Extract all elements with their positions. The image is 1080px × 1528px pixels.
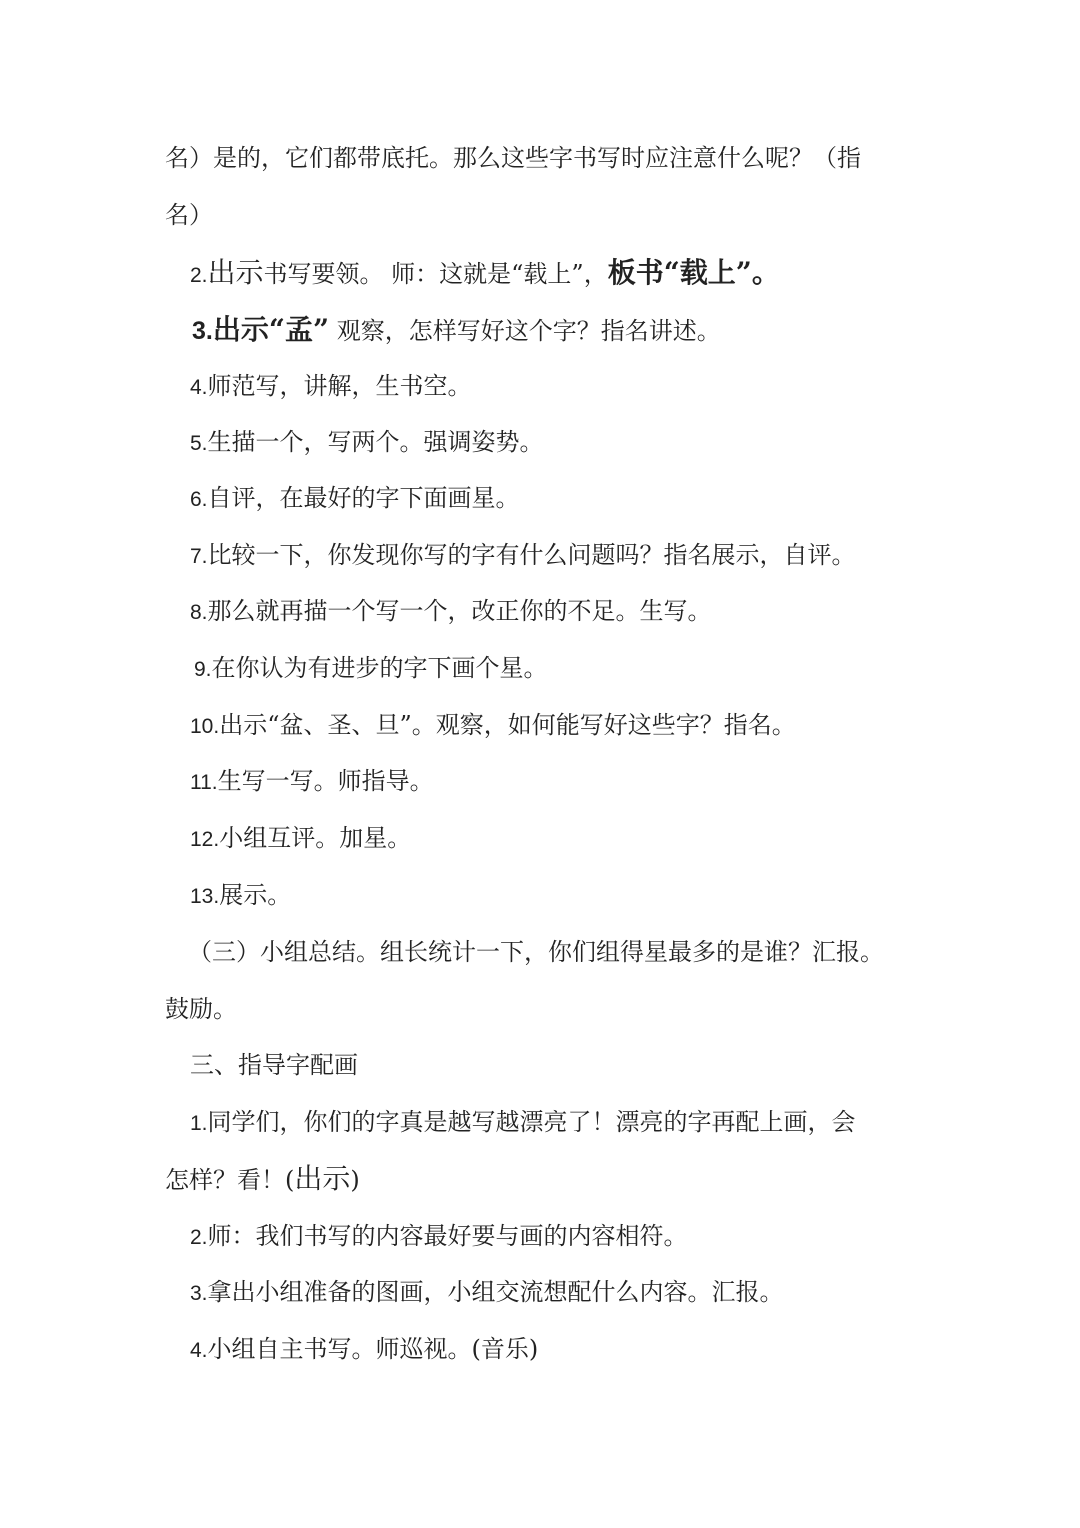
line-text: 同学们，你们的字真是越写越漂亮了！漂亮的字再配上画，会 — [207, 1108, 856, 1136]
text-line — [165, 141, 861, 175]
step-number: 11. — [190, 771, 218, 794]
step-line — [190, 878, 291, 914]
step-number: 13. — [190, 885, 220, 908]
line-text: 小组自主书写。师巡视。(音乐) — [207, 1335, 539, 1363]
step-number: 12. — [190, 828, 220, 851]
line-text: 拿出小组准备的图画，小组交流想配什么内容。汇报。 — [207, 1278, 784, 1306]
step-number: 4. — [190, 376, 208, 399]
line-text: 在你认为有进步的字下画个星。 — [211, 654, 548, 682]
text-line — [165, 198, 213, 232]
step-line — [190, 425, 544, 461]
line-text: 怎样？看！( — [165, 1166, 295, 1194]
line-text: 师：我们书写的内容最好要与画的内容相符。 — [207, 1222, 688, 1250]
step-number: 8. — [190, 601, 208, 624]
step-line — [190, 764, 434, 800]
step-line — [194, 651, 548, 687]
step-line — [190, 538, 856, 574]
line-text: 观察，怎样写好这个字？指名讲述。 — [329, 317, 721, 345]
step-line — [190, 821, 411, 857]
line-text: 名）是的，它们都带底托。那么这些字书写时应注意什么呢？（指 — [165, 144, 861, 172]
line-text: 鼓励。 — [165, 995, 237, 1023]
text-line — [188, 935, 884, 969]
step-3-line — [192, 313, 721, 348]
step-line — [190, 1105, 856, 1141]
step-number: 10. — [190, 715, 220, 738]
step-number: 3. — [192, 317, 213, 345]
line-text: 生描一个，写两个。强调姿势。 — [207, 428, 544, 456]
step-number: 1. — [190, 1112, 208, 1135]
emphasis-text: 出示 — [294, 1162, 351, 1195]
step-number: 7. — [190, 545, 208, 568]
emphasis-text: 出示 — [207, 256, 264, 289]
text-line — [165, 992, 237, 1026]
step-number: 5. — [190, 432, 208, 455]
step-number: 9. — [194, 658, 212, 681]
emphasis-text: 板书“载上”。 — [607, 256, 780, 289]
line-text: （三）小组总结。组长统计一下，你们组得星最多的是谁？汇报。 — [188, 938, 884, 966]
heading-text: 三、指导字配画 — [190, 1051, 358, 1079]
line-text: 书写要领。 师：这就是“载上”， — [263, 260, 608, 288]
line-text: ) — [350, 1166, 360, 1194]
step-number: 6. — [190, 488, 208, 511]
step-2-line — [190, 256, 780, 293]
text-line — [165, 1162, 360, 1197]
emphasis-text: 出示“孟” — [212, 313, 330, 346]
line-text: 出示“盆、圣、旦”。观察，如何能写好这些字？指名。 — [219, 711, 796, 739]
step-number: 2. — [190, 1226, 208, 1249]
line-text: 生写一写。师指导。 — [217, 767, 434, 795]
step-line — [190, 369, 472, 405]
line-text: 师范写，讲解，生书空。 — [207, 372, 472, 400]
line-text: 展示。 — [219, 881, 292, 909]
step-number: 2. — [190, 264, 208, 287]
step-line — [190, 708, 796, 744]
step-number: 4. — [190, 1339, 208, 1362]
step-line — [190, 1219, 688, 1255]
step-line — [190, 594, 712, 630]
step-line — [190, 481, 520, 517]
section-heading — [190, 1048, 358, 1082]
line-text: 那么就再描一个写一个，改正你的不足。生写。 — [207, 597, 712, 625]
step-line — [190, 1332, 538, 1368]
line-text: 比较一下，你发现你写的字有什么问题吗？指名展示，自评。 — [207, 541, 856, 569]
line-text: 名） — [165, 201, 213, 229]
step-line — [190, 1275, 784, 1311]
line-text: 小组互评。加星。 — [219, 824, 412, 852]
line-text: 自评，在最好的字下面画星。 — [207, 484, 520, 512]
step-number: 3. — [190, 1282, 208, 1305]
